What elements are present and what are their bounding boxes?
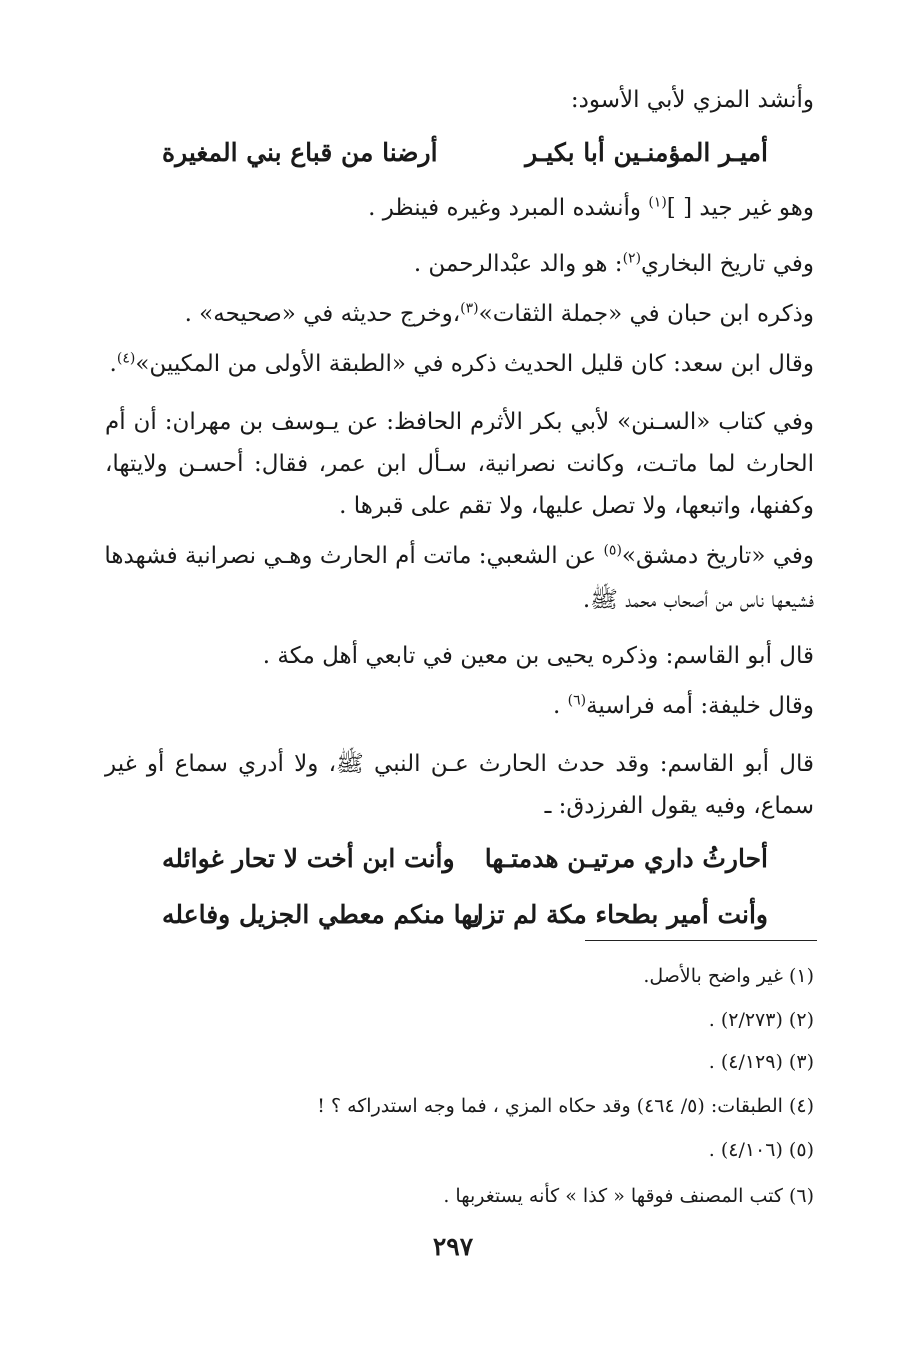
footnote: (١) غير واضح بالأصل. [643, 965, 814, 987]
footnote: (٣) (٤/١٢٩) . [708, 1051, 814, 1073]
footnote: (٦) كتب المصنف فوقها « كذا » كأنه يستغربها . [443, 1185, 814, 1207]
footnote-ref: (٦) [567, 692, 587, 709]
qasim2-line-2: سماع، وفيه يقول الفرزدق: ـ [544, 793, 814, 819]
verse-2-left: وأنت ابن أخت لا تحار غوائله [162, 844, 455, 873]
paragraph-text: وفي «تاريخ دمشق» [621, 543, 814, 569]
paragraph-text: وذكره ابن حبان في «جملة الثقات» [478, 301, 814, 327]
footnote-ref: (٤) [116, 350, 136, 367]
footnote-ref: (٣) [460, 300, 479, 317]
verse-3-left: بها منكم معطي الجزيل وفاعله [162, 900, 480, 929]
verse-2-right: أحارثُ داري مرتيـن هدمتـها [484, 844, 768, 873]
footnote-ref: (٥) [603, 542, 622, 559]
paragraph-text: وقال ابن سعد: كان قليل الحديث ذكره في «الطبقة الأولى من المكيين» [135, 351, 814, 377]
paragraph-text: وهو غير جيد [ ] [666, 195, 814, 221]
footnote-ref: (٢) [622, 250, 642, 267]
paragraph-text: وأنشده المبرد وغيره فينظر . [368, 195, 649, 221]
paragraph-text: وفي تاريخ البخاري [641, 251, 814, 277]
paragraph-line [185, 298, 814, 330]
paragraph-text: وقال خليفة: أمه فراسية [586, 693, 814, 719]
khalifa-line [553, 690, 814, 722]
verse-1-right: أميـر المؤمنـين أبا بكيـر [525, 138, 768, 167]
paragraph-line [110, 348, 814, 380]
dimashq-line-2: فشيعها ناس من أصحاب محمد ﷺ. [582, 587, 814, 613]
footnote: (٢) (٢/٢٧٣) . [708, 1009, 814, 1031]
sunan-line-2: الحارث لما ماتـت، وكانت نصرانية، سـأل ابن عمر، فقال: أحسـن ولايتها، [105, 451, 814, 477]
paragraph-text: . [553, 693, 568, 719]
sunan-line-1: وفي كتاب «السـنن» لأبي بكر الأثرم الحافظ: عن يـوسف بن مهران: أن أم [105, 409, 814, 435]
footnote-ref: (١) [648, 194, 667, 211]
verse-1-left: أرضنا من قباع بني المغيرة [162, 138, 438, 167]
paragraph-text: عن الشعبي: ماتت أم الحارث وهـي نصرانية فشهدها [104, 543, 604, 569]
intro-line: وأنشد المزي لأبي الأسود: [570, 87, 814, 113]
paragraph-text: : هو والد عبْدالرحمن . [413, 251, 623, 277]
paragraph-text: . [109, 351, 117, 377]
page-number: ٢٩٧ [432, 1232, 474, 1261]
sunan-line-3: وكفنها، واتبعها، ولا تصل عليها، ولا تقم على قبرها . [339, 493, 814, 519]
verse-3-right: وأنت أمير بطحاء مكة لم تزل [465, 900, 768, 929]
paragraph-line [414, 248, 814, 280]
paragraph-text: ،وخرج حديثه في «صحيحه» . [184, 301, 461, 327]
footnote-separator [585, 940, 817, 941]
footnote: (٥) (٤/١٠٦) . [708, 1139, 814, 1161]
qasim2-line-1: قال أبو القاسم: وقد حدث الحارث عـن النبي ﷺ، ولا أدري سماع أو غير [105, 751, 814, 777]
qasim-line: قال أبو القاسم: وذكره يحيى بن معين في تابعي أهل مكة . [262, 643, 814, 669]
dimashq-line-1 [105, 540, 814, 572]
paragraph-line [368, 192, 814, 224]
footnote: (٤) الطبقات: (٥/ ٤٦٤) وقد حكاه المزي ، فما وجه استدراكه ؟ ! [317, 1095, 814, 1117]
